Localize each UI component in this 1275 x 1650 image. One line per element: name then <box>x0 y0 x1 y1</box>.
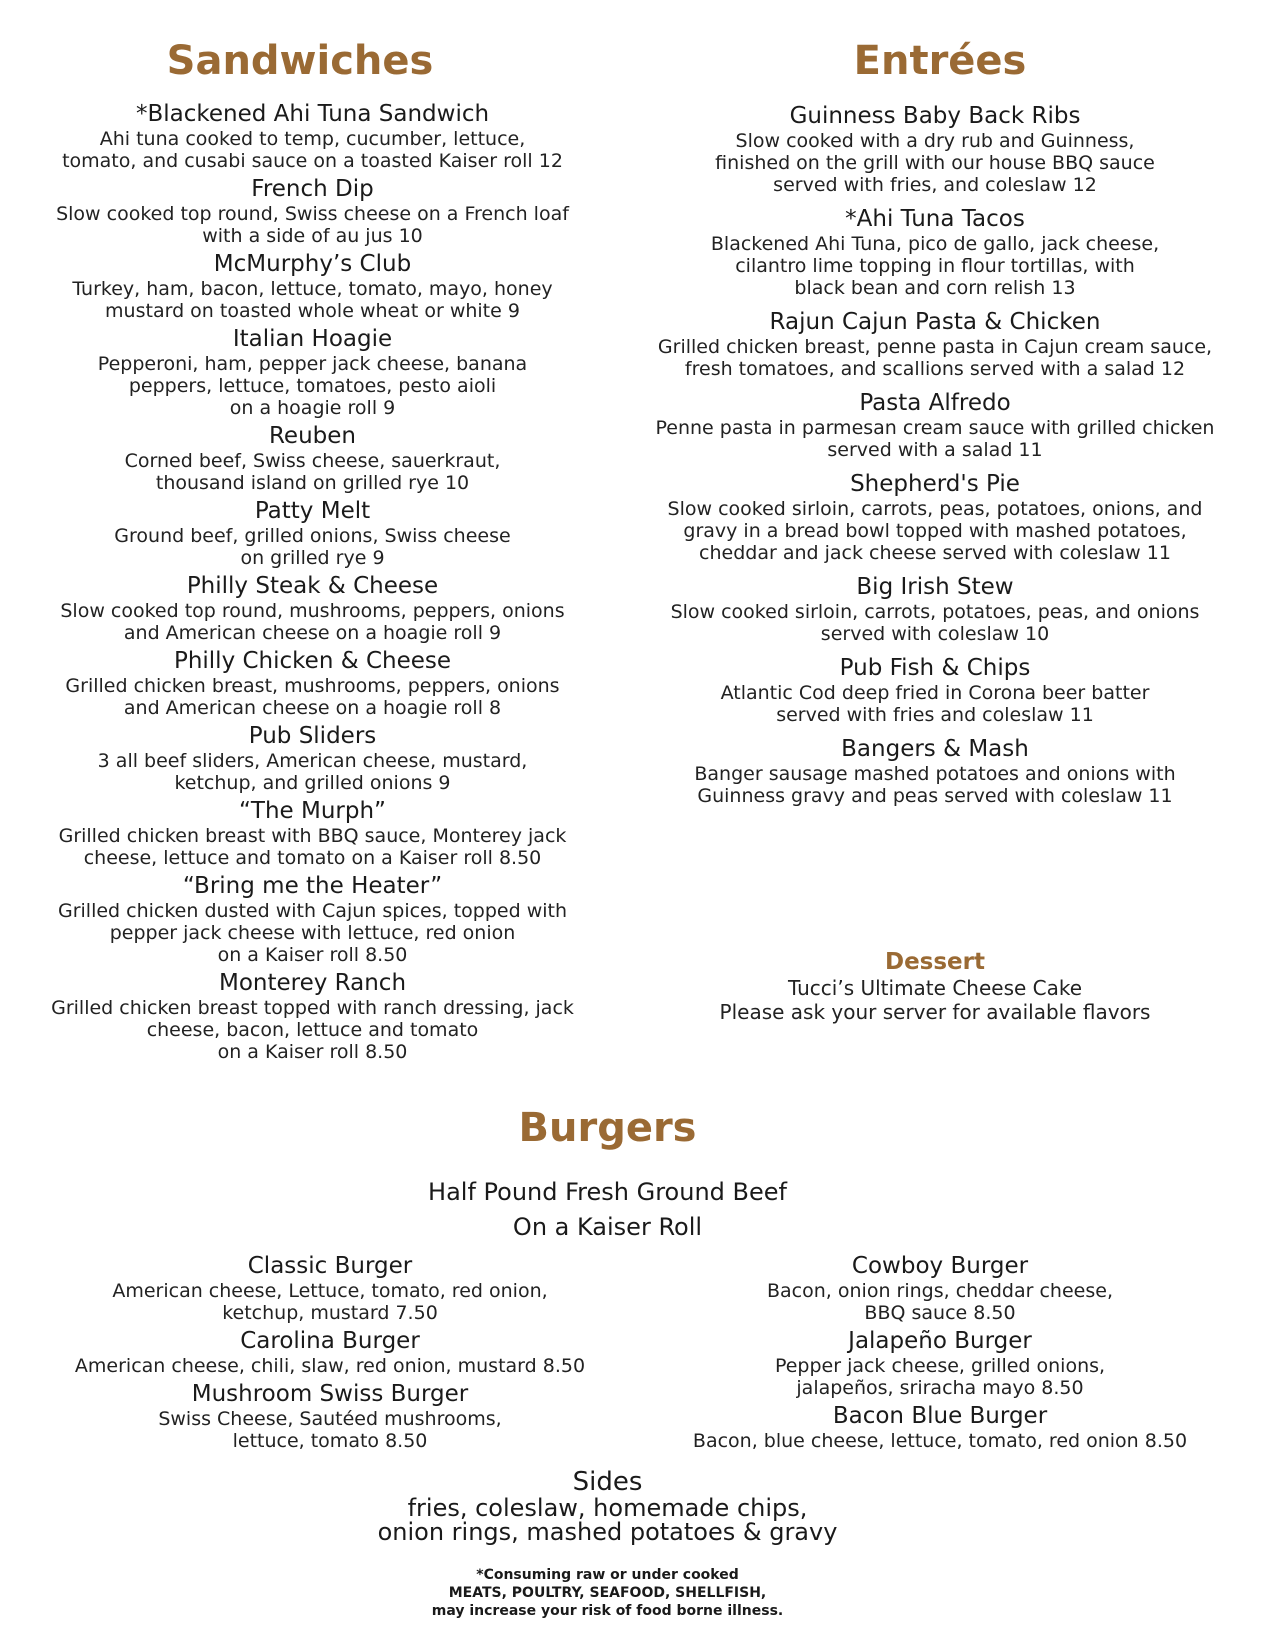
sandwich-item <box>20 722 605 794</box>
burger-item-name: Mushroom Swiss Burger <box>191 1381 469 1407</box>
entree-item-description: Slow cooked sirloin, carrots, potatoes, peas, and onions served with coleslaw 10 <box>670 601 1200 645</box>
sandwich-item <box>20 572 605 644</box>
sandwich-item-name: Reuben <box>268 423 356 449</box>
burger-item-description: Bacon, blue cheese, lettuce, tomato, red onion 8.50 <box>692 1430 1188 1452</box>
entree-item-name: Pasta Alfredo <box>859 390 1011 416</box>
burgers-left-list <box>30 1252 630 1455</box>
sandwich-item-description: Ground beef, grilled onions, Swiss cheese on grilled rye 9 <box>114 525 511 569</box>
entree-item-description: Banger sausage mashed potatoes and onions with Guinness gravy and peas served with coleslaw 11 <box>694 763 1176 807</box>
sandwich-item <box>20 250 605 322</box>
burger-item-name: Carolina Burger <box>240 1328 420 1354</box>
sandwich-item-name: Pub Sliders <box>248 723 377 749</box>
sides-line-2: onion rings, mashed potatoes & gravy <box>377 1518 838 1546</box>
entree-item <box>615 308 1255 380</box>
burger-item <box>640 1327 1240 1399</box>
burger-item <box>30 1327 630 1377</box>
sandwich-item-name: French Dip <box>251 176 374 202</box>
sides-heading: Sides <box>572 1467 643 1497</box>
entree-item-name: *Ahi Tuna Tacos <box>845 206 1025 232</box>
entree-item-name: Rajun Cajun Pasta & Chicken <box>769 309 1101 335</box>
dessert-heading: Dessert <box>884 949 985 975</box>
sandwich-item-description: Turkey, ham, bacon, lettuce, tomato, mayo, honey mustard on toasted whole wheat or white 9 <box>72 278 553 322</box>
entree-item <box>615 389 1255 461</box>
sandwich-item <box>20 325 605 419</box>
sandwich-item-name: Italian Hoagie <box>232 326 393 352</box>
dessert-section <box>615 948 1255 1024</box>
burger-item-description: Bacon, onion rings, cheddar cheese, BBQ sauce 8.50 <box>767 1280 1113 1324</box>
sandwich-item-description: Grilled chicken breast topped with ranch dressing, jack cheese, bacon, lettuce and tomato on a Kaiser roll 8.50 <box>51 997 574 1063</box>
sandwich-item-description: Grilled chicken dusted with Cajun spices, topped with pepper jack cheese with lettuce, red onion on a Kaiser roll 8.50 <box>57 900 568 966</box>
burger-item <box>640 1252 1240 1324</box>
entrees-heading: Entrées <box>853 38 1027 84</box>
entree-item-description: Slow cooked with a dry rub and Guinness, finished on the grill with our house BBQ sauce served with fries, and coleslaw 12 <box>715 130 1155 196</box>
sandwich-item-description: Slow cooked top round, mushrooms, peppers, onions and American cheese on a hoagie roll 9 <box>60 600 565 644</box>
entree-item <box>615 735 1255 807</box>
sides-section <box>0 1468 1215 1544</box>
sandwich-item <box>20 647 605 719</box>
dessert-line-2: Please ask your server for available flavors <box>719 1000 1151 1024</box>
food-safety-warning: *Consuming raw or under cooked MEATS, POULTRY, SEAFOOD, SHELLFISH, may increase your risk of food borne illness. <box>431 1567 784 1619</box>
sandwich-item <box>20 422 605 494</box>
burgers-subtitle-2: On a Kaiser Roll <box>512 1213 703 1241</box>
sandwich-item-name: Patty Melt <box>254 498 371 524</box>
entree-item <box>615 470 1255 564</box>
burger-item-description: American cheese, chili, slaw, red onion, mustard 8.50 <box>74 1355 586 1377</box>
entree-item <box>615 573 1255 645</box>
entree-item-name: Big Irish Stew <box>856 574 1014 600</box>
dessert-line-1: Tucci’s Ultimate Cheese Cake <box>787 976 1083 1000</box>
entree-item-description: Penne pasta in parmesan cream sauce with grilled chicken served with a salad 11 <box>655 417 1215 461</box>
sandwich-item <box>20 175 605 247</box>
burgers-subtitle-1: Half Pound Fresh Ground Beef <box>428 1178 787 1206</box>
entree-item <box>615 102 1255 196</box>
entree-item-name: Bangers & Mash <box>841 736 1029 762</box>
entrees-list <box>615 102 1255 816</box>
entree-item-name: Guinness Baby Back Ribs <box>789 103 1081 129</box>
sandwich-item <box>20 969 605 1063</box>
burger-item-description: American cheese, Lettuce, tomato, red onion, ketchup, mustard 7.50 <box>112 1280 548 1324</box>
sandwich-item-description: Corned beef, Swiss cheese, sauerkraut, thousand island on grilled rye 10 <box>124 450 501 494</box>
entree-item-name: Pub Fish & Chips <box>839 655 1031 681</box>
burger-item-name: Classic Burger <box>247 1253 413 1279</box>
sandwich-item <box>20 872 605 966</box>
sandwich-item <box>20 797 605 869</box>
sandwich-item-description: Grilled chicken breast, mushrooms, peppers, onions and American cheese on a hoagie roll 8 <box>65 675 560 719</box>
burgers-heading: Burgers <box>518 1105 697 1151</box>
burger-item-description: Pepper jack cheese, grilled onions, jalapeños, sriracha mayo 8.50 <box>774 1355 1106 1399</box>
sandwiches-list <box>20 100 605 1066</box>
sandwich-item-name: “The Murph” <box>239 798 386 824</box>
burger-item <box>30 1380 630 1452</box>
entree-item-description: Atlantic Cod deep fried in Corona beer batter served with fries and coleslaw 11 <box>720 682 1150 726</box>
sandwich-item-description: Pepperoni, ham, pepper jack cheese, banana peppers, lettuce, tomatoes, pesto aioli on a hoagie roll 9 <box>97 353 528 419</box>
entree-item <box>615 205 1255 299</box>
entree-item <box>615 654 1255 726</box>
burger-item <box>640 1402 1240 1452</box>
sandwich-item-name: Monterey Ranch <box>218 970 407 996</box>
sandwich-item <box>20 497 605 569</box>
sandwiches-heading: Sandwiches <box>166 38 434 84</box>
burger-item <box>30 1252 630 1324</box>
burger-item-description: Swiss Cheese, Sautéed mushrooms, lettuce, tomato 8.50 <box>158 1408 502 1452</box>
burger-item-name: Cowboy Burger <box>851 1253 1029 1279</box>
burgers-right-list <box>640 1252 1240 1455</box>
sandwich-item-description: 3 all beef sliders, American cheese, mustard, ketchup, and grilled onions 9 <box>97 750 528 794</box>
entree-item-description: Slow cooked sirloin, carrots, peas, potatoes, onions, and gravy in a bread bowl topped with mashed potatoes, cheddar and jack cheese served with coleslaw 11 <box>667 498 1203 564</box>
sandwich-item-name: McMurphy’s Club <box>213 251 412 277</box>
burger-item-name: Bacon Blue Burger <box>832 1403 1048 1429</box>
sandwich-item-name: Philly Steak & Cheese <box>186 573 439 599</box>
sides-line-1: fries, coleslaw, homemade chips, <box>407 1494 808 1522</box>
sandwich-item-name: “Bring me the Heater” <box>182 873 443 899</box>
burger-item-name: Jalapeño Burger <box>848 1328 1032 1354</box>
entree-item-name: Shepherd's Pie <box>850 471 1020 497</box>
sandwich-item-description: Slow cooked top round, Swiss cheese on a French loaf with a side of au jus 10 <box>56 203 569 247</box>
sandwich-item-name: *Blackened Ahi Tuna Sandwich <box>135 101 490 127</box>
sandwich-item-name: Philly Chicken & Cheese <box>173 648 452 674</box>
sandwich-item-description: Grilled chicken breast with BBQ sauce, Monterey jack cheese, lettuce and tomato on a Kaiser roll 8.50 <box>58 825 567 869</box>
sandwich-item-description: Ahi tuna cooked to temp, cucumber, lettuce, tomato, and cusabi sauce on a toasted Kaiser roll 12 <box>62 128 563 172</box>
entree-item-description: Blackened Ahi Tuna, pico de gallo, jack cheese, cilantro lime topping in flour tortillas, with black bean and corn relish 13 <box>710 233 1160 299</box>
entree-item-description: Grilled chicken breast, penne pasta in Cajun cream sauce, fresh tomatoes, and scallions served with a salad 12 <box>657 336 1213 380</box>
sandwich-item <box>20 100 605 172</box>
